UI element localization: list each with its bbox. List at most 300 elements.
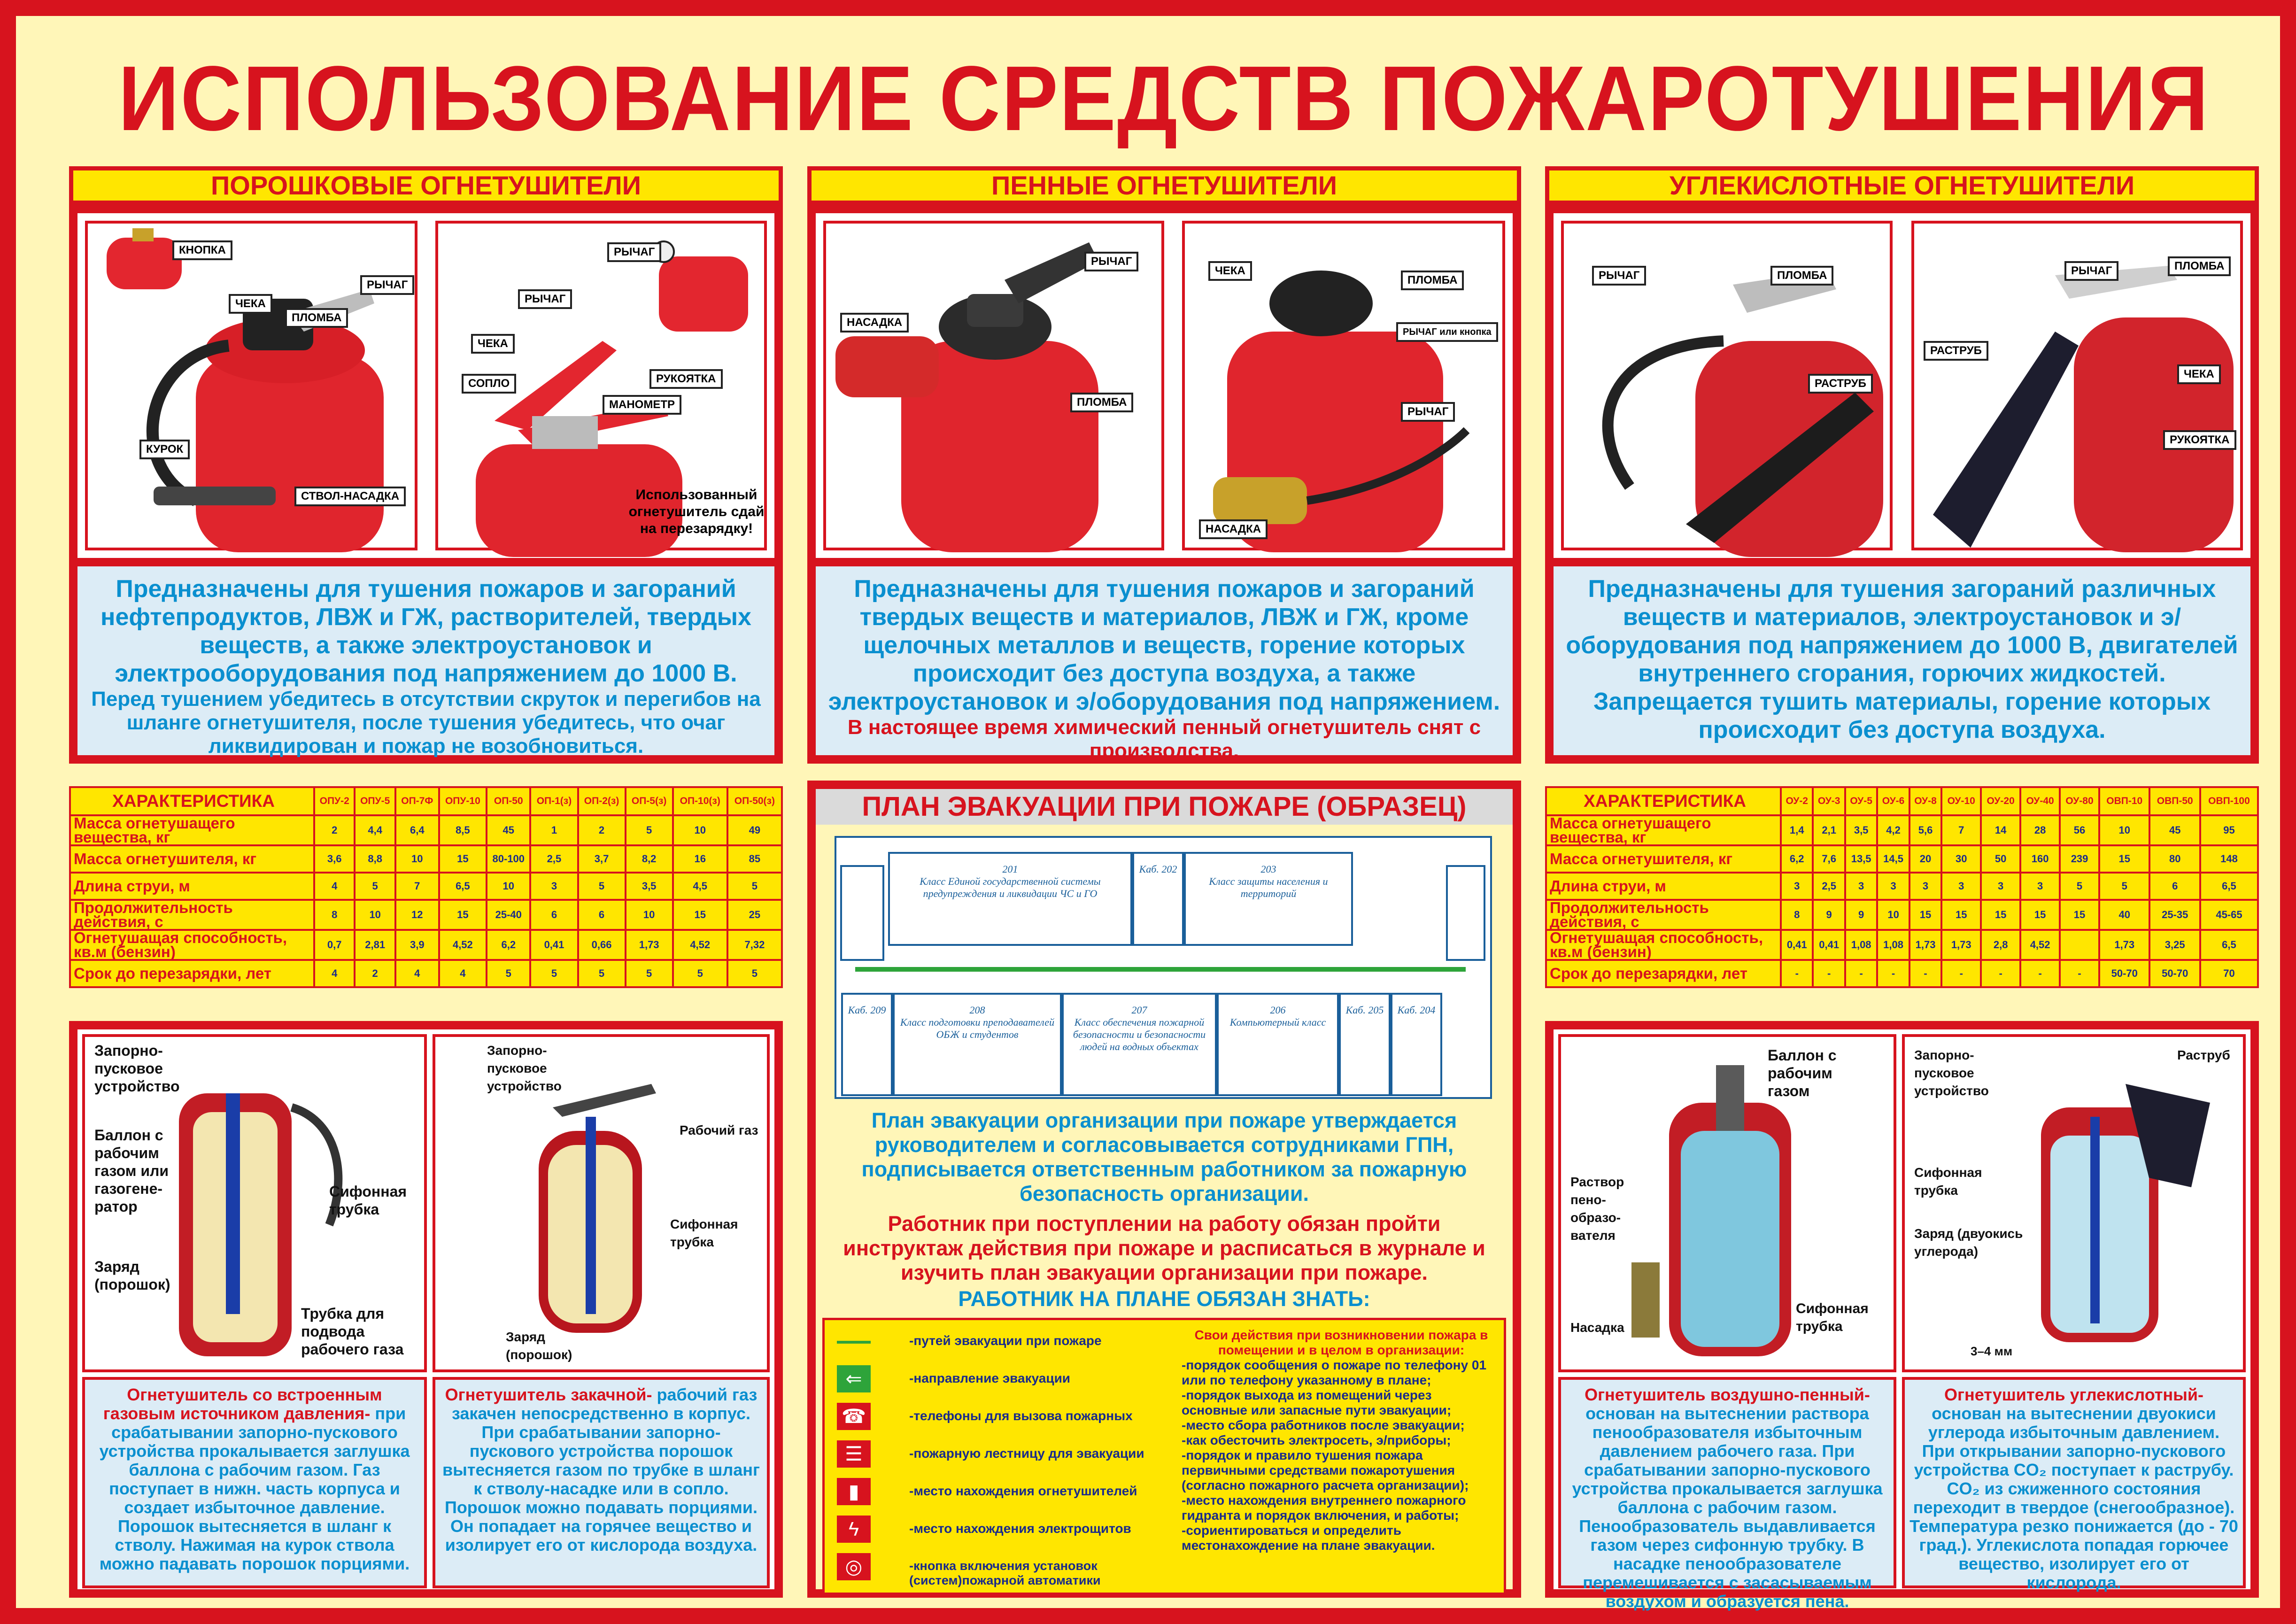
room-207: 207 Класс обеспечения пожарной безопасности и безопасности людей на водных объектах bbox=[1062, 993, 1217, 1096]
powder-desc-small: Перед тушением убедитесь в отсутствии скруток и перегибов на шланге огнетушителя, после тушения убедитесь, что очаг ликвидирован и пожар не возобновиться. bbox=[91, 688, 761, 758]
powder-description bbox=[69, 566, 783, 764]
table-cell: 3,5 bbox=[1845, 815, 1877, 845]
d3-label-cartridge: Баллон с рабочим газом bbox=[1768, 1046, 1862, 1100]
powder-image-2 bbox=[435, 221, 767, 550]
table-cell: 6,2 bbox=[1781, 845, 1813, 873]
label-manometr: МАНОМЕТР bbox=[603, 395, 681, 415]
label-rychag-f1: РЫЧАГ bbox=[1084, 252, 1138, 271]
table-cell: 0,7 bbox=[314, 930, 355, 960]
table-col-header: ОВП-10 bbox=[2099, 787, 2149, 815]
table-col-header: ОП-10(з) bbox=[673, 787, 727, 815]
label-plomba-c1: ПЛОМБА bbox=[1770, 266, 1833, 286]
evac-text-1: План эвакуации организации при пожаре утверждается руководителем и согласовывается сотрудниками ГПН, подписывается ответственным работником за пожарную безопасность организации. bbox=[861, 1108, 1467, 1206]
label-rychag-knopka: РЫЧАГ или кнопка bbox=[1396, 322, 1498, 342]
table-cell: 3,5 bbox=[626, 873, 673, 900]
table-col-header: ОУ-6 bbox=[1877, 787, 1909, 815]
legend-button: ◎ -кнопка включения установок (систем)пожарной автоматики bbox=[834, 1546, 1177, 1597]
label-cheka-2: ЧЕКА bbox=[471, 334, 515, 354]
table-col-header: ОП-5(з) bbox=[626, 787, 673, 815]
table-cell: 3 bbox=[1781, 873, 1813, 900]
table-cell: 50-70 bbox=[2099, 960, 2149, 987]
table-cell: 6,5 bbox=[2200, 873, 2258, 900]
table-cell: 10 bbox=[395, 845, 439, 873]
table-cell: 13,5 bbox=[1845, 845, 1877, 873]
legend-phones: ☎ -телефоны для вызова пожарных bbox=[834, 1395, 1177, 1440]
table-cell: 12 bbox=[395, 900, 439, 930]
label-nasadka-f1: НАСАДКА bbox=[840, 313, 909, 333]
diagram-co2 bbox=[1902, 1034, 2246, 1372]
evacuation-route-lines bbox=[836, 838, 1490, 1097]
table-cell: 5 bbox=[626, 815, 673, 845]
table-cell: 10 bbox=[1877, 900, 1909, 930]
table-cell: - bbox=[2060, 960, 2099, 987]
table-row-name: Огнетушащая способность, кв.м (бензин) bbox=[1546, 930, 1781, 960]
table-cell: 6 bbox=[530, 900, 578, 930]
foam-header: ПЕННЫЕ ОГНЕТУШИТЕЛИ bbox=[807, 166, 1521, 205]
table-cell: 8 bbox=[1781, 900, 1813, 930]
d4-label-valve: Запорно-пусковое устройство bbox=[1914, 1048, 1989, 1098]
table-cell: 5 bbox=[578, 960, 626, 987]
label-cheka-c2: ЧЕКА bbox=[2177, 364, 2221, 384]
table-cell: 1,73 bbox=[1909, 930, 1941, 960]
diagram-air-foam bbox=[1558, 1034, 1896, 1372]
table-cell: 3 bbox=[1877, 873, 1909, 900]
alarm-button-icon: ◎ bbox=[837, 1553, 871, 1580]
table-cell: 2,8 bbox=[1981, 930, 2020, 960]
page-title: ИСПОЛЬЗОВАНИЕ СРЕДСТВ ПОЖАРОТУШЕНИЯ bbox=[118, 47, 2210, 150]
table-cell: 25-35 bbox=[2149, 900, 2200, 930]
label-plomba-f1: ПЛОМБА bbox=[1070, 393, 1133, 412]
diagram-stored-pressure bbox=[433, 1034, 770, 1372]
table-cell: 8,2 bbox=[626, 845, 673, 873]
foam-extinguisher-illustration bbox=[826, 224, 1161, 548]
table-cell: 15 bbox=[439, 900, 487, 930]
table-cell: 14 bbox=[1981, 815, 2020, 845]
table-row bbox=[70, 815, 782, 845]
table-cell: 1,4 bbox=[1781, 815, 1813, 845]
table-cell: 45 bbox=[487, 815, 530, 845]
table-header-row bbox=[1546, 787, 2258, 815]
table-cell: 16 bbox=[673, 845, 727, 873]
table-cell: 20 bbox=[1909, 845, 1941, 873]
table-col-header: ОПУ-2 bbox=[314, 787, 355, 815]
table-cell: 9 bbox=[1813, 900, 1845, 930]
room-204: Каб. 204 bbox=[1391, 993, 1442, 1096]
phone-icon: ☎ bbox=[837, 1403, 871, 1430]
table-header-name: ХАРАКТЕРИСТИКА bbox=[70, 787, 314, 815]
table-cell: 6,5 bbox=[439, 873, 487, 900]
table-row bbox=[1546, 930, 2258, 960]
own-actions-title: Свои действия при возникновении пожара в помещении и в целом в организации: bbox=[1194, 1328, 1488, 1357]
table-col-header: ОВП-50 bbox=[2149, 787, 2200, 815]
table-row-name: Длина струи, м bbox=[70, 873, 314, 900]
d2-label-gas: Рабочий газ bbox=[680, 1123, 758, 1137]
table-cell: 2,81 bbox=[355, 930, 395, 960]
d1-label-siphon: Сифонная трубка bbox=[329, 1183, 407, 1218]
foam-image-frame bbox=[807, 205, 1521, 566]
table-row bbox=[1546, 960, 2258, 987]
table-cell: 6,5 bbox=[2200, 930, 2258, 960]
table-cell: 15 bbox=[1941, 900, 1981, 930]
legend-ladder: ☰ -пожарную лестницу для эвакуации bbox=[834, 1433, 1177, 1478]
table-cell: 2,1 bbox=[1813, 815, 1845, 845]
table-cell: 50-70 bbox=[2149, 960, 2200, 987]
table-cell: 4 bbox=[314, 873, 355, 900]
co2-image-1 bbox=[1561, 221, 1893, 550]
table-cell: 15 bbox=[1909, 900, 1941, 930]
table-cell: 45 bbox=[2149, 815, 2200, 845]
table-cell: 6,4 bbox=[395, 815, 439, 845]
table-header-name: ХАРАКТЕРИСТИКА bbox=[1546, 787, 1781, 815]
route-line-icon bbox=[837, 1341, 871, 1344]
own-item: -место нахождения внутреннего пожарного гидранта и порядок включения, и работы; bbox=[1182, 1493, 1466, 1523]
d4-label-charge: Заряд (двуокись углерода) bbox=[1914, 1226, 2023, 1259]
foam-desc-main: Предназначены для тушения пожаров и загораний твердых веществ и материалов, ЛВЖ и ГЖ, кроме щелочных металлов и веществ, горение которых происходит без доступа воздуха, а также электроустановок и э/оборудования под напряжением. bbox=[828, 575, 1500, 715]
table-cell: 9 bbox=[1845, 900, 1877, 930]
table-col-header: ОУ-2 bbox=[1781, 787, 1813, 815]
evac-must-know: РАБОТНИК НА ПЛАНЕ ОБЯЗАН ЗНАТЬ: bbox=[958, 1287, 1370, 1311]
table-cell: 3 bbox=[1909, 873, 1941, 900]
table-cell: 1 bbox=[530, 815, 578, 845]
table-cell: 70 bbox=[2200, 960, 2258, 987]
label-plomba-f2: ПЛОМБА bbox=[1401, 271, 1464, 290]
table-cell: 15 bbox=[439, 845, 487, 873]
table-cell: 1,73 bbox=[1941, 930, 1981, 960]
table-row-name: Продолжительность действия, с bbox=[70, 900, 314, 930]
d2-label-siphon: Сифонная трубка bbox=[670, 1217, 738, 1249]
label-cheka: ЧЕКА bbox=[229, 294, 272, 314]
d4-caption: Огнетушитель углекислотный- основан на вытеснении двуокиси углерода избыточным давлением. При открывании запорно-пускового устройства CO₂ поступает к раструбу. CO₂ из сжиженного состояния переходит в твердое (снегообразное). Температура резко понижается (до - 70 град.). Углекислота попадая горючее вещество, изолирует его от кислорода. bbox=[1902, 1377, 2246, 1588]
table-cell: 1,73 bbox=[626, 930, 673, 960]
table-cell: 2 bbox=[355, 960, 395, 987]
table-row bbox=[70, 960, 782, 987]
table-cell: 3 bbox=[1981, 873, 2020, 900]
table-cell: 15 bbox=[2099, 845, 2149, 873]
table-cell: 2 bbox=[578, 815, 626, 845]
table-cell: 4,52 bbox=[439, 930, 487, 960]
table-cell: 2,5 bbox=[530, 845, 578, 873]
table-cell: 1,08 bbox=[1877, 930, 1909, 960]
own-item: -место сбора работников после эвакуации; bbox=[1182, 1418, 1465, 1432]
table-cell: 50 bbox=[1981, 845, 2020, 873]
label-rychag-f2: РЫЧАГ bbox=[1401, 402, 1455, 422]
own-item: -как обесточить электросеть, э/приборы; bbox=[1182, 1433, 1451, 1447]
label-rychag-c1: РЫЧАГ bbox=[1592, 266, 1646, 286]
table-row-name: Масса огнетушителя, кг bbox=[1546, 845, 1781, 873]
table-row bbox=[70, 900, 782, 930]
table-col-header: ОУ-40 bbox=[2020, 787, 2060, 815]
label-rastrub-c2: РАСТРУБ bbox=[1924, 341, 1988, 361]
table-cell: 45-65 bbox=[2200, 900, 2258, 930]
table-col-header: ОП-50 bbox=[487, 787, 530, 815]
table-cell bbox=[2060, 930, 2099, 960]
table-cell: - bbox=[2020, 960, 2060, 987]
table-cell: - bbox=[1909, 960, 1941, 987]
table-cell: 5 bbox=[673, 960, 727, 987]
d3-label-nozzle: Насадка bbox=[1570, 1320, 1624, 1335]
table-cell: 95 bbox=[2200, 815, 2258, 845]
room-201: 201 Класс Единой государственной системы предупреждения и ликвидации ЧС и ГО bbox=[888, 852, 1132, 946]
label-knopka: КНОПКА bbox=[172, 240, 232, 260]
table-cell: 5 bbox=[530, 960, 578, 987]
exit-arrow-icon: ⇐ bbox=[837, 1365, 871, 1392]
co2-image-frame bbox=[1545, 205, 2259, 566]
table-cell: 4 bbox=[439, 960, 487, 987]
table-cell: 3,7 bbox=[578, 845, 626, 873]
legend-extinguishers: ▮ -место нахождения огнетушителей bbox=[834, 1470, 1177, 1516]
table-cell: 6 bbox=[2149, 873, 2200, 900]
table-cell: 49 bbox=[727, 815, 782, 845]
table-cell: 15 bbox=[673, 900, 727, 930]
co2-image-2 bbox=[1911, 221, 2243, 550]
table-row-name: Масса огнетушащего вещества, кг bbox=[1546, 815, 1781, 845]
d1-label-cartridge: Баллон с рабочим газом или газогене-ратор bbox=[94, 1127, 169, 1215]
d3-label-siphon: Сифонная трубка bbox=[1796, 1301, 1869, 1334]
table-cell: 3 bbox=[2020, 873, 2060, 900]
table-cell: 8,8 bbox=[355, 845, 395, 873]
table-cell: 8 bbox=[314, 900, 355, 930]
own-actions bbox=[1182, 1328, 1501, 1553]
d1-label-tube: Трубка для подвода рабочего газа bbox=[301, 1305, 404, 1358]
foam-image-1 bbox=[823, 221, 1164, 550]
table-cell: 85 bbox=[727, 845, 782, 873]
label-cheka-f2: ЧЕКА bbox=[1208, 261, 1252, 281]
table-cell: 10 bbox=[2099, 815, 2149, 845]
table-header-row bbox=[70, 787, 782, 815]
table-cell: 8,5 bbox=[439, 815, 487, 845]
table-cell: - bbox=[1941, 960, 1981, 987]
table-cell: 160 bbox=[2020, 845, 2060, 873]
table-col-header: ОП-1(з) bbox=[530, 787, 578, 815]
table-cell: 80 bbox=[2149, 845, 2200, 873]
table-cell: 0,41 bbox=[1813, 930, 1845, 960]
d1-label-charge: Заряд (порошок) bbox=[94, 1258, 170, 1293]
room-203: 203 Класс защиты населения и территорий bbox=[1184, 852, 1353, 946]
d4-label-siphon: Сифонная трубка bbox=[1914, 1165, 1982, 1198]
powder-image-1 bbox=[85, 221, 417, 550]
room-209: Каб. 209 bbox=[841, 993, 893, 1096]
table-col-header: ОП-50(з) bbox=[727, 787, 782, 815]
table-cell: 10 bbox=[355, 900, 395, 930]
label-rychag: РЫЧАГ bbox=[360, 275, 414, 295]
table-cell: 5 bbox=[727, 873, 782, 900]
table-cell: 1,08 bbox=[1845, 930, 1877, 960]
table-cell: - bbox=[1781, 960, 1813, 987]
room-205: Каб. 205 bbox=[1339, 993, 1391, 1096]
table-col-header: ОПУ-5 bbox=[355, 787, 395, 815]
table-cell: 4 bbox=[314, 960, 355, 987]
table-cell: 4,52 bbox=[673, 930, 727, 960]
foam-desc-red: В настоящее время химический пенный огнетушитель снят с производства. bbox=[847, 716, 1481, 762]
table-cell: 7,32 bbox=[727, 930, 782, 960]
evac-legend-box bbox=[822, 1318, 1506, 1595]
table-cell: 15 bbox=[1981, 900, 2020, 930]
d2-caption: Огнетушитель закачной- рабочий газ закачен непосредственно в корпус. При срабатывании запорно-пускового устройства порошок вытесняется газом по трубке в шланг к стволу-насадке или в сопло. Порошок можно подавать порциями. Он попадает на горячее вещество и изолирует его от кислорода воздуха. bbox=[433, 1377, 770, 1588]
powder-characteristics-table bbox=[69, 786, 783, 988]
table-cell: 6,2 bbox=[487, 930, 530, 960]
table-col-header: ОПУ-10 bbox=[439, 787, 487, 815]
diagram-gas-cartridge bbox=[82, 1034, 427, 1372]
table-cell: 5 bbox=[727, 960, 782, 987]
label-plomba: ПЛОМБА bbox=[285, 308, 348, 328]
table-col-header: ОУ-5 bbox=[1845, 787, 1877, 815]
table-cell: 15 bbox=[2060, 900, 2099, 930]
room-202: Каб. 202 bbox=[1132, 852, 1184, 946]
table-cell: 3,6 bbox=[314, 845, 355, 873]
table-cell: - bbox=[1981, 960, 2020, 987]
table-cell: 2 bbox=[314, 815, 355, 845]
table-cell: 4,5 bbox=[673, 873, 727, 900]
table-col-header: ОУ-8 bbox=[1909, 787, 1941, 815]
table-col-header: ОП-7Ф bbox=[395, 787, 439, 815]
table-cell: 3,9 bbox=[395, 930, 439, 960]
table-cell: 10 bbox=[487, 873, 530, 900]
table-cell: 7,6 bbox=[1813, 845, 1845, 873]
table-cell: 25 bbox=[727, 900, 782, 930]
foam-image-2 bbox=[1182, 221, 1505, 550]
table-cell: 10 bbox=[673, 815, 727, 845]
recharge-note: Использованный огнетушитель сдай на перезарядку! bbox=[628, 487, 765, 536]
table-cell: 239 bbox=[2060, 845, 2099, 873]
table-cell: 3 bbox=[530, 873, 578, 900]
d1-label-valve: Запорно-пусковое устройство bbox=[94, 1042, 180, 1095]
d2-label-valve: Запорно-пусковое устройство bbox=[487, 1043, 562, 1093]
table-cell: 148 bbox=[2200, 845, 2258, 873]
evacuation-header: ПЛАН ЭВАКУАЦИИ ПРИ ПОЖАРЕ (ОБРАЗЕЦ) bbox=[816, 789, 1513, 825]
table-cell: 14,5 bbox=[1877, 845, 1909, 873]
co2-diagrams-frame bbox=[1545, 1021, 2259, 1611]
ladder-icon: ☰ bbox=[837, 1440, 871, 1468]
d4-label-gap: 3–4 мм bbox=[1971, 1344, 2013, 1358]
legend-direction: ⇐ -направление эвакуации bbox=[834, 1358, 1177, 1403]
table-cell: 25-40 bbox=[487, 900, 530, 930]
table-row bbox=[1546, 873, 2258, 900]
table-row-name: Длина струи, м bbox=[1546, 873, 1781, 900]
co2-description bbox=[1545, 566, 2259, 764]
table-row bbox=[1546, 900, 2258, 930]
d1-caption: Огнетушитель со встроенным газовым источником давления- при срабатывании запорно-пускового устройства прокалывается заглушка баллона с рабочим газом. Газ поступает в нижн. часть корпуса и создает избыточное давление. Порошок вытесняется в шланг к стволу. Нажимая на курок ствола можно падавать порошок порциями. bbox=[82, 1377, 427, 1588]
own-item: -сориентироваться и определить местонахождение на плане эвакуации. bbox=[1182, 1523, 1435, 1553]
table-cell: 80-100 bbox=[487, 845, 530, 873]
evacuation-plan bbox=[835, 836, 1492, 1099]
table-col-header: ОУ-20 bbox=[1981, 787, 2020, 815]
table-cell: 2,5 bbox=[1813, 873, 1845, 900]
co2-characteristics-table bbox=[1545, 786, 2259, 988]
table-cell: 4,52 bbox=[2020, 930, 2060, 960]
legend-route: -путей эвакуации при пожаре bbox=[834, 1320, 1177, 1365]
table-cell: 3,25 bbox=[2149, 930, 2200, 960]
co2-desc-main: Предназначены для тушения загораний различных веществ и материалов, электроустановок и э/оборудования под напряжением до 1000 В, двигателей внутреннего сгорания, горючих жидкостей. Запрещается тушить материалы, горение которых происходит без доступа воздуха. bbox=[1566, 575, 2238, 743]
powder-image-frame bbox=[69, 205, 783, 566]
table-cell: 30 bbox=[1941, 845, 1981, 873]
table-cell: 15 bbox=[2020, 900, 2060, 930]
label-plomba-c2: ПЛОМБА bbox=[2168, 256, 2231, 276]
d4-label-horn: Раструб bbox=[2177, 1048, 2230, 1062]
table-cell: 4 bbox=[395, 960, 439, 987]
label-kurok: КУРОК bbox=[139, 440, 190, 459]
table-cell: 5 bbox=[355, 873, 395, 900]
label-rychag-top: РЫЧАГ bbox=[607, 242, 661, 262]
table-cell: 4,2 bbox=[1877, 815, 1909, 845]
powder-diagrams-frame bbox=[69, 1021, 783, 1598]
table-cell: 5 bbox=[626, 960, 673, 987]
room-208: 208 Класс подготовки преподавателей ОБЖ и студентов bbox=[893, 993, 1062, 1096]
table-col-header: ОВП-100 bbox=[2200, 787, 2258, 815]
table-cell: 5 bbox=[578, 873, 626, 900]
table-col-header: ОУ-3 bbox=[1813, 787, 1845, 815]
table-cell: 5 bbox=[487, 960, 530, 987]
table-cell: 5 bbox=[2099, 873, 2149, 900]
table-cell: 3 bbox=[1941, 873, 1981, 900]
table-cell: 0,66 bbox=[578, 930, 626, 960]
table-row bbox=[1546, 845, 2258, 873]
table-row-name: Огнетушащая способность, кв.м (бензин) bbox=[70, 930, 314, 960]
co2-header: УГЛЕКИСЛОТНЫЕ ОГНЕТУШИТЕЛИ bbox=[1545, 166, 2259, 205]
powder-desc-main: Предназначены для тушения пожаров и загораний нефтепродуктов, ЛВЖ и ГЖ, растворителей, твердых веществ, а также электроустановок и электрооборудования под напряжением до 1000 В. bbox=[100, 575, 751, 687]
d3-label-solution: Раствор пено-образо-вателя bbox=[1570, 1175, 1624, 1243]
table-cell: 28 bbox=[2020, 815, 2060, 845]
d2-label-charge: Заряд (порошок) bbox=[506, 1330, 572, 1362]
own-item: -порядок выхода из помещений через основные или запасные пути эвакуации; bbox=[1182, 1388, 1452, 1417]
evacuation-panel bbox=[807, 781, 1521, 1598]
stored-pressure-cutaway-illustration bbox=[435, 1037, 767, 1369]
table-col-header: ОП-2(з) bbox=[578, 787, 626, 815]
table-row bbox=[1546, 815, 2258, 845]
evac-text-2: Работник при поступлении на работу обязан пройти инструктаж действия при пожаре и расписаться в журнале и изучить план эвакуации организации при пожаре. bbox=[843, 1212, 1485, 1284]
own-item: -порядок сообщения о пожаре по телефону 01 или по телефону указанному в плане; bbox=[1182, 1358, 1487, 1387]
table-cell: 0,41 bbox=[530, 930, 578, 960]
table-row-name: Срок до перезарядки, лет bbox=[70, 960, 314, 987]
own-item: -порядок и правило тушения пожара первичными средствами пожаротушения (согласно пожарного расчета организации); bbox=[1182, 1448, 1469, 1493]
table-row-name: Масса огнетушащего вещества, кг bbox=[70, 815, 314, 845]
label-stvol: СТВОЛ-НАСАДКА bbox=[294, 487, 406, 506]
table-cell: 4,4 bbox=[355, 815, 395, 845]
lightning-icon: ϟ bbox=[837, 1516, 871, 1543]
label-rychag-c2: РЫЧАГ bbox=[2064, 261, 2118, 281]
table-cell: 7 bbox=[1941, 815, 1981, 845]
room-206: 206 Компьютерный класс bbox=[1217, 993, 1339, 1096]
table-cell: 3 bbox=[1845, 873, 1877, 900]
table-row bbox=[70, 845, 782, 873]
table-cell: 5,6 bbox=[1909, 815, 1941, 845]
table-row-name: Масса огнетушителя, кг bbox=[70, 845, 314, 873]
table-col-header: ОУ-10 bbox=[1941, 787, 1981, 815]
table-cell: 7 bbox=[395, 873, 439, 900]
legend-panels: ϟ -место нахождения электрощитов bbox=[834, 1508, 1177, 1553]
foam-description bbox=[807, 566, 1521, 764]
table-cell: 6 bbox=[578, 900, 626, 930]
table-row-name: Продолжительность действия, с bbox=[1546, 900, 1781, 930]
table-cell: 56 bbox=[2060, 815, 2099, 845]
table-row-name: Срок до перезарядки, лет bbox=[1546, 960, 1781, 987]
label-nasadka-f2: НАСАДКА bbox=[1199, 519, 1268, 539]
table-cell: - bbox=[1877, 960, 1909, 987]
label-rukoyatka-c2: РУКОЯТКА bbox=[2163, 430, 2236, 450]
table-row bbox=[70, 930, 782, 960]
table-col-header: ОУ-80 bbox=[2060, 787, 2099, 815]
extinguisher-icon: ▮ bbox=[837, 1478, 871, 1505]
table-cell: - bbox=[1813, 960, 1845, 987]
table-cell: 1,73 bbox=[2099, 930, 2149, 960]
table-cell: 0,41 bbox=[1781, 930, 1813, 960]
table-cell: - bbox=[1845, 960, 1877, 987]
powder-header: ПОРОШКОВЫЕ ОГНЕТУШИТЕЛИ bbox=[69, 166, 783, 205]
table-cell: 10 bbox=[626, 900, 673, 930]
label-rastrub-c1: РАСТРУБ bbox=[1808, 374, 1873, 394]
d3-caption: Огнетушитель воздушно-пенный- основан на вытеснении раствора пенообразователя избыточным давлением рабочего газа. При срабатывании запорно-пускового устройства прокалывается заглушка баллона с рабочим газом. Пенообразователь выдавливается газом через сифонную трубку. В насадке пенообразователе перемешивается с засасываемым воздухом и образуется пена. bbox=[1558, 1377, 1896, 1588]
table-cell: 5 bbox=[2060, 873, 2099, 900]
label-rychag-2: РЫЧАГ bbox=[518, 289, 572, 309]
